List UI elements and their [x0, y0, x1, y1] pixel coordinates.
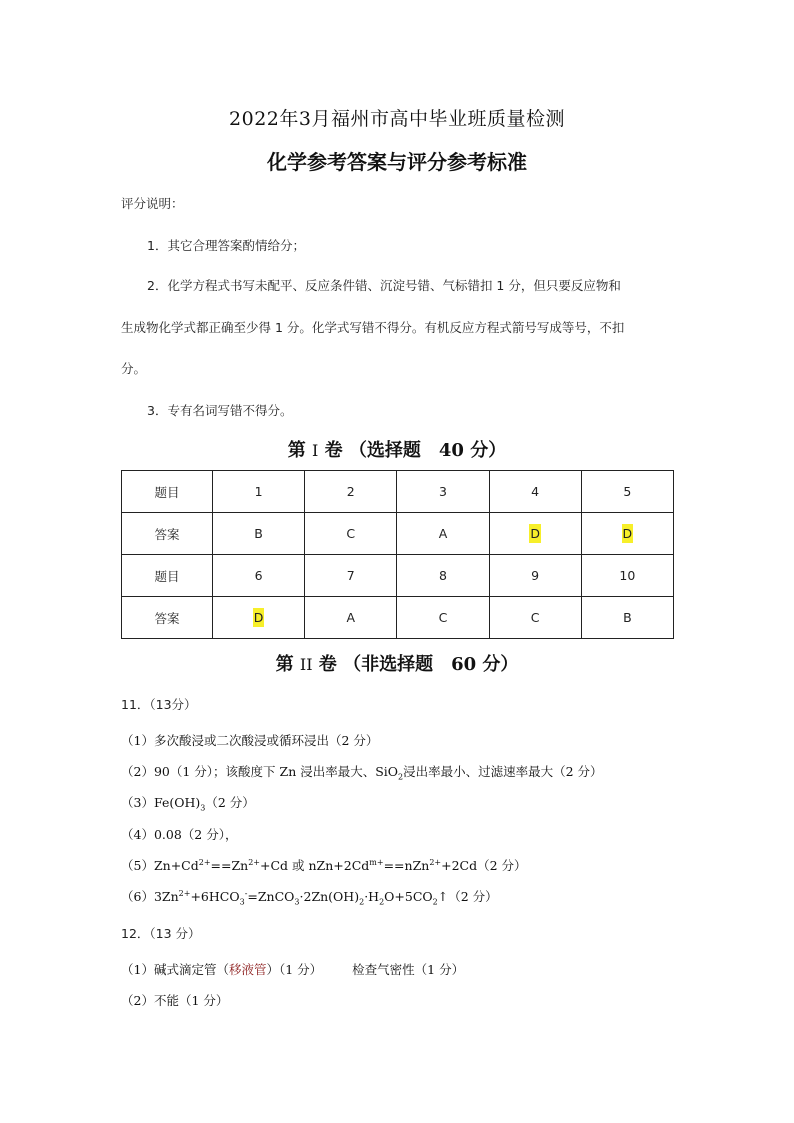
- table-row: [122, 597, 674, 639]
- table-cell-value: A: [438, 526, 448, 541]
- table-cell: [305, 513, 397, 555]
- notes-heading: 评分说明：: [121, 196, 184, 211]
- table-row: [122, 513, 674, 555]
- notes-item-2-line-2: 生成物化学式都正确至少得 1 分。化学式写错不得分。有机反应方程式箭号写成等号，不扣: [121, 320, 625, 335]
- table-row-label: 题目: [122, 555, 213, 597]
- table-cell-value: D: [530, 526, 540, 541]
- table-cell: [213, 597, 305, 639]
- table-cell-value: C: [438, 610, 448, 625]
- table-cell: [305, 555, 397, 597]
- table-row-label: 题目: [122, 471, 213, 513]
- table-cell: [489, 471, 581, 513]
- table-cell: [213, 513, 305, 555]
- table-cell-value: 4: [531, 484, 540, 499]
- section-2-heading: 第 II 卷 （非选择题 60 分）: [275, 654, 519, 675]
- document-subtitle: 化学参考答案与评分参考标准: [267, 150, 527, 174]
- table-cell-value: B: [254, 526, 263, 541]
- table-cell-value: A: [346, 610, 356, 625]
- answer-table: [121, 470, 674, 639]
- q11-answer-1: （1）多次酸浸或二次酸浸或循环浸出（2 分）: [121, 733, 379, 748]
- table-cell: [581, 597, 673, 639]
- table-cell: [397, 471, 489, 513]
- q11-answer-4: （4）0.08（2 分），: [121, 827, 238, 842]
- q11-header: 11．（13分）: [121, 697, 197, 712]
- section-1-heading: 第 I 卷 （选择题 40 分）: [287, 440, 507, 461]
- table-cell-value: D: [253, 610, 264, 625]
- q12-answer-2: （2）不能（1 分）: [121, 993, 229, 1008]
- q11-answer-3: $(3)Fe(OH)_3(2$ 分）: [121, 795, 255, 813]
- table-cell: [305, 471, 397, 513]
- table-cell-value: 9: [531, 568, 540, 583]
- table-cell-value: C: [530, 610, 540, 625]
- table-row-label: 答案: [122, 513, 213, 555]
- table-cell: [397, 597, 489, 639]
- table-cell-value: 10: [619, 568, 636, 583]
- table-cell: [213, 555, 305, 597]
- table-cell-value: 2: [346, 484, 355, 499]
- notes-item-2-line-3: 分。: [121, 361, 147, 376]
- table-cell-value: 1: [254, 484, 263, 499]
- table-cell-value: 8: [438, 568, 447, 583]
- table-cell: [489, 597, 581, 639]
- table-cell-value: 3: [438, 484, 447, 499]
- q11-answer-6: $(6)3Zn^{2+}+6HCO_3^-=ZnCO_3\cdot 2Zn(OH)_2\cdot H_2O+5CO_2↑(2$ 分）: [121, 888, 498, 907]
- table-cell: [581, 471, 673, 513]
- notes-item-2-line-1: 2．化学方程式书写未配平、反应条件错、沉淀号错、气标错扣 1 分，但只要反应物和: [147, 278, 621, 293]
- table-cell-value: B: [623, 610, 632, 625]
- table-row: [122, 555, 674, 597]
- q11-answer-5: $(5)Zn+Cd^{2+}==Zn^{2+}+Cd$ 或 $nZn+2Cd^{m+}==nZn^{2+}+2Cd(2$ 分）: [121, 857, 527, 873]
- q12-answer-1: （1）碱式滴定管（移液管）（1 分） 检查气密性（1 分）: [121, 962, 465, 977]
- notes-item-1: 1．其它合理答案酌情给分；: [147, 238, 305, 253]
- table-cell-value: 7: [346, 568, 355, 583]
- table-cell: [397, 555, 489, 597]
- table-cell-value: 5: [623, 484, 632, 499]
- table-row: [122, 471, 674, 513]
- q12-header: 12．（13 分）: [121, 926, 201, 941]
- table-cell: [489, 555, 581, 597]
- table-cell-value: C: [346, 526, 356, 541]
- table-cell-value: 6: [254, 568, 263, 583]
- table-cell-value: D: [622, 526, 633, 541]
- q12-correction-text: 移液管: [228, 962, 267, 977]
- document-title: 2022年3月福州市高中毕业班质量检测: [229, 108, 565, 130]
- table-cell: [305, 597, 397, 639]
- table-cell: [581, 513, 673, 555]
- q11-answer-2: （2）90（1 分）；该酸度下 Zn 浸出率最大、SiO$_2$浸出率最小、过滤速率最大（2 分）: [121, 764, 603, 782]
- table-cell: [489, 513, 581, 555]
- notes-item-3: 3．专有名词写错不得分。: [147, 403, 293, 418]
- table-cell: [213, 471, 305, 513]
- table-cell: [581, 555, 673, 597]
- table-cell: [397, 513, 489, 555]
- table-row-label: 答案: [122, 597, 213, 639]
